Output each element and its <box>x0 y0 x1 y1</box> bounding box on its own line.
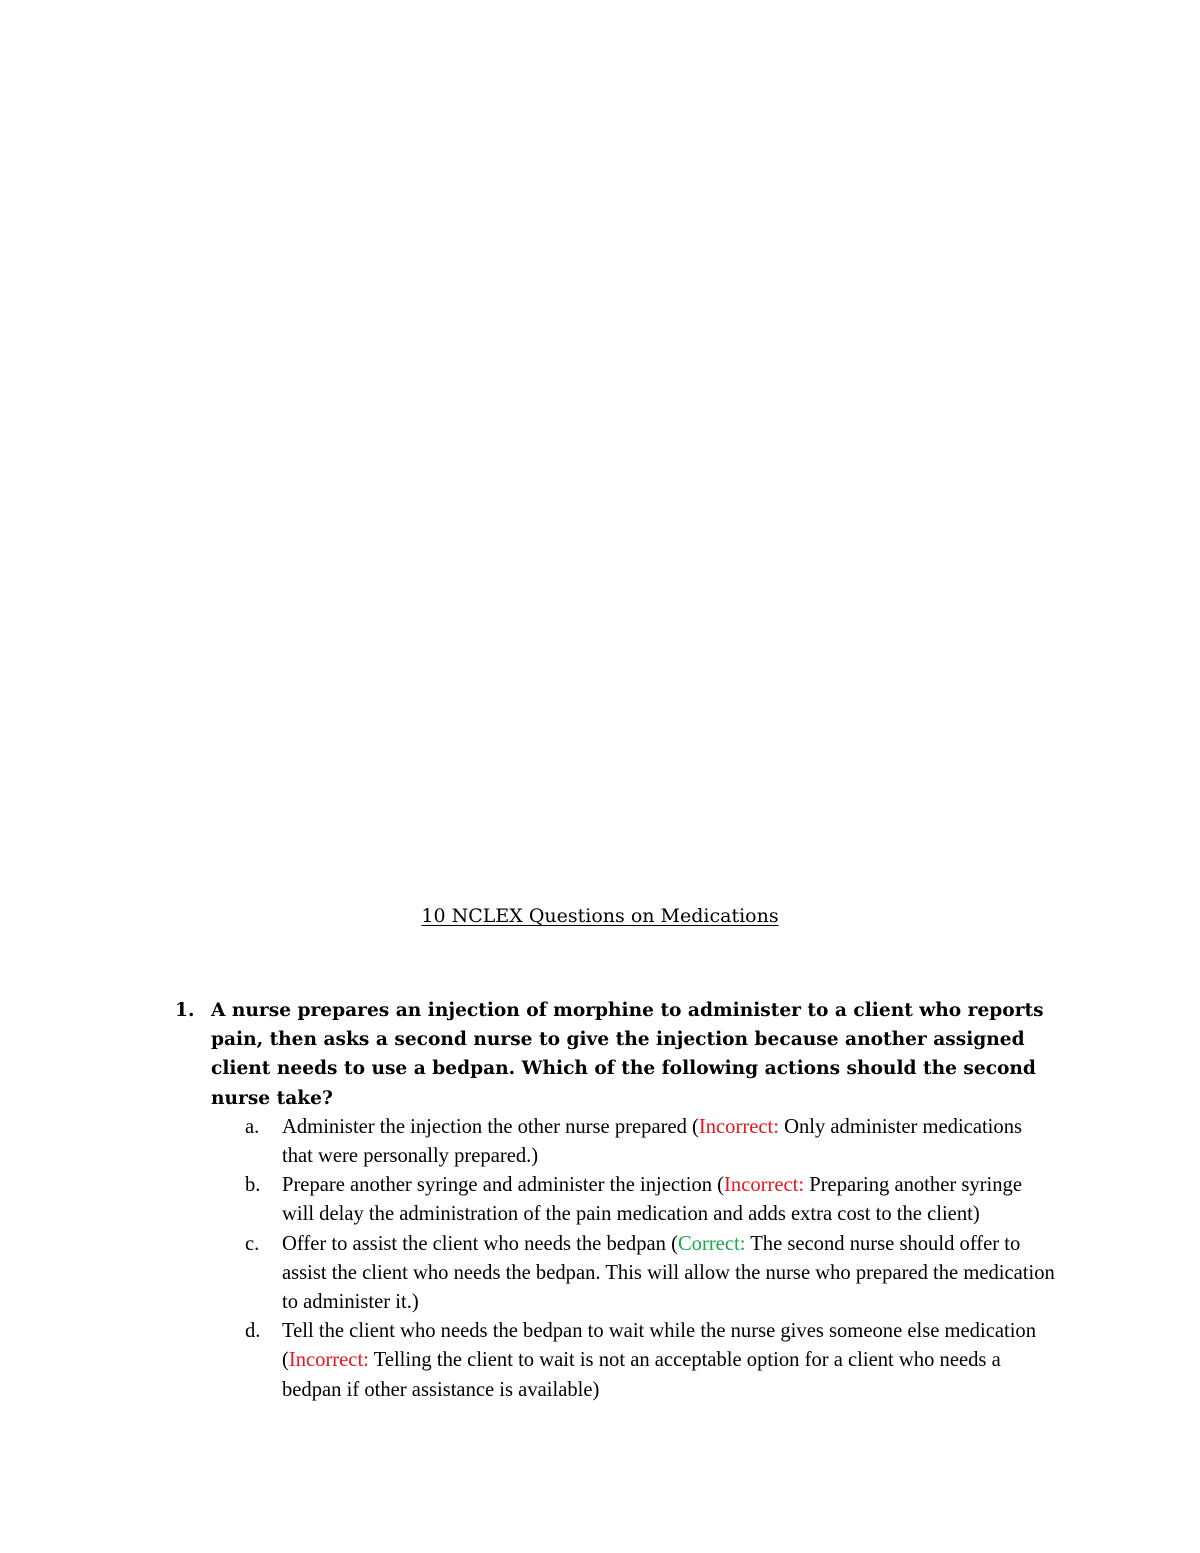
question-1 <box>175 996 1055 1405</box>
option-rationale: Only administer medications that were personally prepared.) <box>282 1115 1023 1168</box>
option-text: Offer to assist the client who needs the bedpan ( <box>282 1232 678 1255</box>
option-rationale: Preparing another syringe will delay the administration of the pain medication and adds extra cost to the client) <box>282 1174 1022 1226</box>
question-number: 1. <box>175 1000 195 1021</box>
option-text: Prepare another syringe and administer the injection ( <box>282 1174 725 1197</box>
question-text: A nurse prepares an injection of morphine to administer to a client who reports pain, then asks a second nurse to give the injection because another assigned client needs to use a bedpan. Which of the following actions should the second nurse take? <box>211 1000 1044 1109</box>
option-letter: d. <box>245 1320 261 1343</box>
option-letter: c. <box>245 1232 260 1255</box>
verdict-label: Correct: <box>677 1232 746 1255</box>
option-text: Tell the client who needs the bedpan to wait while the nurse gives someone else medication ( <box>282 1320 1037 1372</box>
option-letter: b. <box>245 1174 261 1197</box>
verdict-label: Incorrect: <box>724 1174 805 1197</box>
option-a <box>245 1113 1055 1171</box>
question-stem <box>175 996 1055 1113</box>
option-b <box>245 1171 1055 1229</box>
answer-options <box>175 1113 1055 1405</box>
option-body <box>282 1317 1055 1405</box>
document-title: 10 NCLEX Questions on Medications <box>421 905 779 927</box>
option-body <box>282 1113 1055 1171</box>
option-d <box>245 1317 1055 1405</box>
option-text: Administer the injection the other nurse prepared ( <box>282 1115 699 1138</box>
option-rationale: The second nurse should offer to assist the client who needs the bedpan. This will allow the nurse who prepared the medication to administer it.) <box>282 1232 1055 1314</box>
verdict-label: Incorrect: <box>698 1115 779 1138</box>
option-body <box>282 1171 1055 1229</box>
option-body <box>282 1230 1055 1318</box>
option-rationale: Telling the client to wait is not an acceptable option for a client who needs a bedpan if other assistance is available) <box>282 1349 1001 1401</box>
verdict-label: Incorrect: <box>288 1349 369 1372</box>
option-letter: a. <box>245 1115 260 1138</box>
option-c <box>245 1230 1055 1318</box>
